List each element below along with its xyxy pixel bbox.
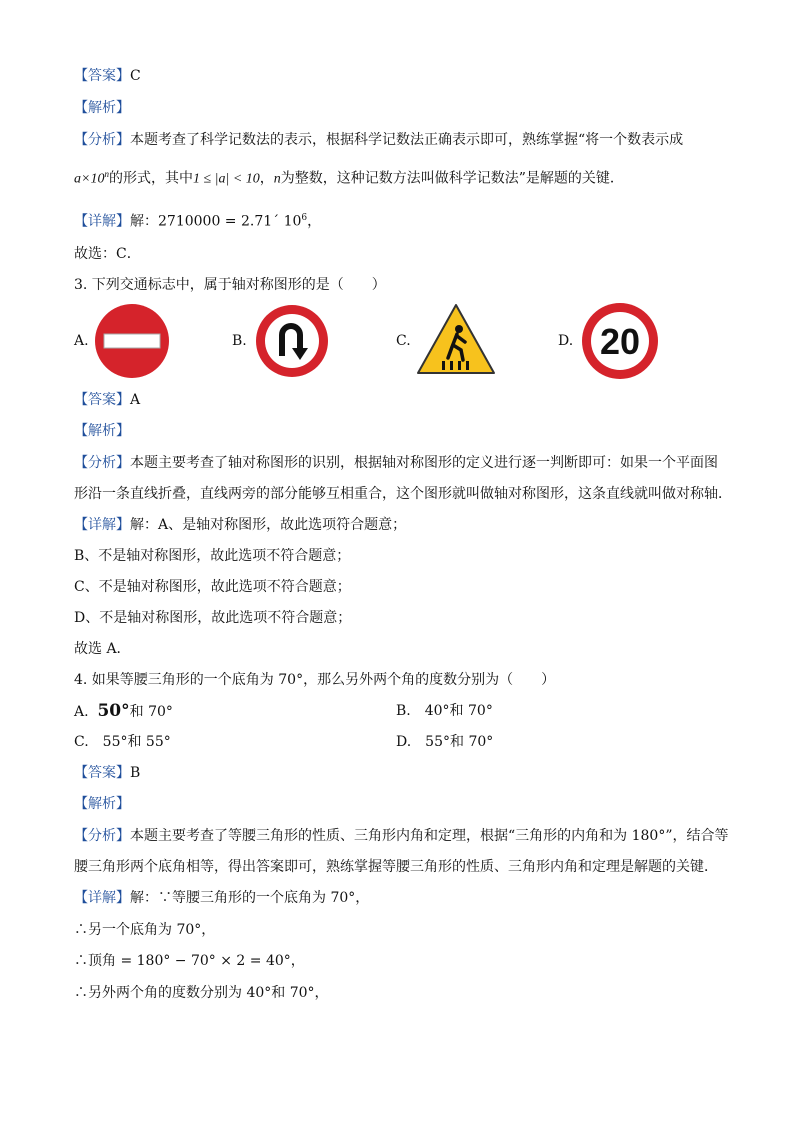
- speed-limit-value: 20: [599, 321, 641, 362]
- option-a-value: 50°: [97, 701, 130, 721]
- math-exponent: n: [104, 169, 109, 179]
- fenxi-line: [74, 130, 683, 150]
- detail-text-end: ，: [307, 213, 322, 230]
- answer-value: B: [130, 765, 141, 781]
- fenxi-text: 本题主要考查了等腰三角形的性质、三角形内角和定理，根据“三角形的内角和为 180°”，结合等: [130, 828, 729, 844]
- detail-line-3: ∴顶角 = 180° − 70° × 2 = 40°，: [74, 953, 305, 969]
- option-c-label: C.: [396, 333, 411, 349]
- fenxi-tag: 【分析】: [74, 828, 130, 844]
- analysis-heading: 【解析】: [74, 796, 130, 812]
- answer-line: [74, 66, 141, 86]
- fenxi-tag: 【分析】: [74, 132, 130, 148]
- math-variable: n: [273, 171, 281, 187]
- option-a: [74, 701, 173, 722]
- fenxi-text: 本题主要考查了轴对称图形的识别，根据轴对称图形的定义进行逐一判断即可：如果一个平面图: [130, 455, 718, 471]
- no-entry-sign-icon: [94, 303, 170, 379]
- fenxi-text: ，: [259, 170, 274, 187]
- fenxi-text: 为整数，这种记数方法叫做科学记数法”是解题的关键．: [280, 170, 624, 187]
- option-c: C. 55°和 55°: [74, 734, 171, 750]
- fenxi-line: [74, 453, 718, 473]
- conclusion-line: 故选：C．: [74, 246, 141, 262]
- detail-line-2: ∴另一个底角为 70°，: [74, 922, 216, 938]
- fenxi-line-2: [74, 164, 624, 190]
- answer-tag: 【答案】: [74, 392, 130, 408]
- detail-line: [74, 888, 369, 908]
- option-a-label: A.: [74, 704, 89, 720]
- answer-line: [74, 763, 140, 783]
- question-4: 4. 如果等腰三角形的一个底角为 70°，那么另外两个角的度数分别为（ ）: [74, 672, 556, 688]
- option-d-label: D.: [558, 333, 574, 349]
- detail-line-c: C、不是轴对称图形，故此选项不符合题意；: [74, 579, 351, 595]
- speed-limit-20-sign-icon: [581, 302, 659, 380]
- option-b-label: B.: [232, 333, 247, 349]
- analysis-heading: 【解析】: [74, 100, 130, 116]
- option-a-rest: 和 70°: [129, 704, 173, 720]
- detail-tag: 【详解】: [74, 517, 130, 533]
- fenxi-line-2: 形沿一条直线折叠，直线两旁的部分能够互相重合，这个图形就叫做轴对称图形，这条直线就叫做对称轴．: [74, 486, 732, 502]
- detail-text: 解：2710000 = 2.71´ 10: [130, 213, 302, 230]
- answer-value: A: [130, 392, 141, 408]
- math-expression: a×10: [74, 171, 105, 187]
- answer-tag: 【答案】: [74, 68, 130, 84]
- answer-value: C: [130, 68, 141, 84]
- option-a-label: A.: [74, 333, 89, 349]
- detail-line: [74, 515, 406, 535]
- conclusion-line: 故选 A．: [74, 641, 131, 657]
- detail-text: 解：∵等腰三角形的一个底角为 70°，: [130, 890, 370, 906]
- pedestrian-crossing-sign-icon: [416, 303, 496, 375]
- math-inequality: 1 ≤ |a| < 10: [192, 171, 260, 187]
- detail-line-b: B、不是轴对称图形，故此选项不符合题意；: [74, 548, 351, 564]
- fenxi-tag: 【分析】: [74, 455, 130, 471]
- option-b: B. 40°和 70°: [396, 703, 493, 719]
- question-3: 3. 下列交通标志中，属于轴对称图形的是（ ）: [74, 277, 386, 293]
- fenxi-text: 本题考查了科学记数法的表示，根据科学记数法正确表示即可，熟练掌握“将一个数表示成: [130, 132, 684, 148]
- fenxi-text: 的形式，其中: [108, 170, 193, 187]
- analysis-heading: 【解析】: [74, 423, 130, 439]
- fenxi-line-2: 腰三角形两个底角相等，得出答案即可，熟练掌握等腰三角形的性质、三角形内角和定理是解题的关键．: [74, 859, 718, 875]
- detail-line-4: ∴另外两个角的度数分别为 40°和 70°，: [74, 985, 329, 1001]
- detail-line-d: D、不是轴对称图形，故此选项不符合题意；: [74, 610, 352, 626]
- detail-line: [74, 208, 321, 232]
- detail-tag: 【详解】: [74, 213, 130, 230]
- answer-tag: 【答案】: [74, 765, 130, 781]
- option-d: D. 55°和 70°: [396, 734, 494, 750]
- detail-exponent: 6: [301, 213, 308, 223]
- no-u-turn-sign-icon: [255, 304, 329, 378]
- answer-line: [74, 390, 140, 410]
- detail-text: 解：A、是轴对称图形，故此选项符合题意；: [130, 517, 407, 533]
- detail-tag: 【详解】: [74, 890, 130, 906]
- fenxi-line: [74, 826, 728, 846]
